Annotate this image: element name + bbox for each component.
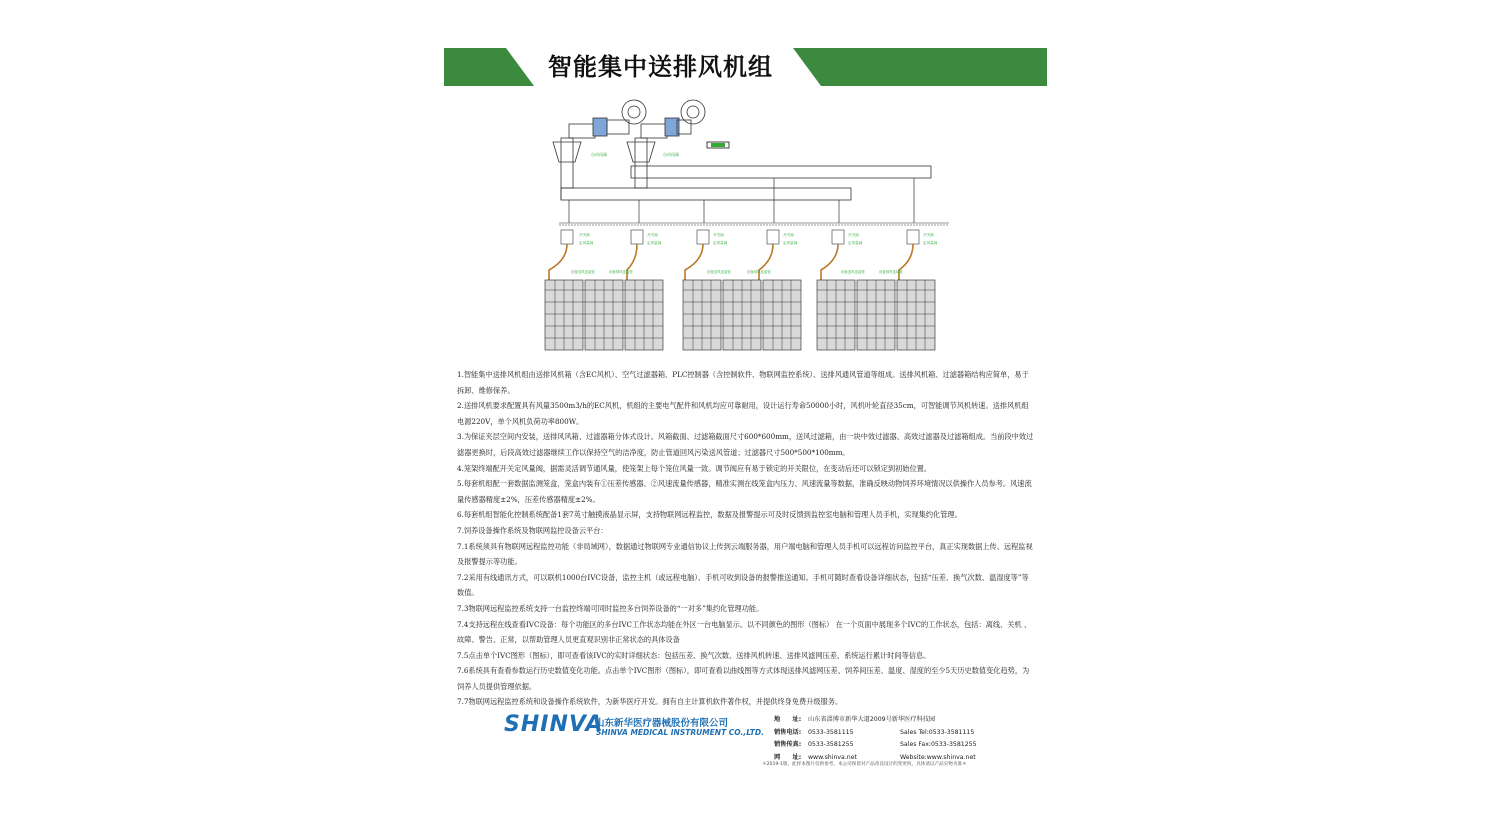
contact-info [774,714,1044,764]
logo-wordmark: SHINVA [504,712,604,737]
paragraph: 7.6系统具有查看参数运行历史数值变化功能。点击单个IVC图形（图标），即可查看以曲线图等方式体现送排风滤网压差、饲养间压差、温度、湿度的至少5天历史数值变化趋势，为饲养人员提供管理依据。 [457,666,1030,691]
paragraph: 5.每套机组配一套数据监测笼盒，笼盒内装有①压差传感器、②风速流量传感器，精准实测在线笼盒内压力、风速流量等数据，准确反映动物饲养环境情况以供操作人员参考。风速流量传感器精度±2%，压差传感器精度±2%。 [457,479,1032,504]
flow-valve-label: 定风量阀 [848,241,863,245]
contact-label: 网 址: [774,753,802,761]
paragraph: 7.3物联网远程监控系统支持一台监控终端可同时监控多台饲养设备的“一对多”集约化管理功能。 [457,603,764,613]
spec-text [457,367,1035,710]
contact-extra: Website:www.shinva.net [900,753,976,761]
supply-hose-label: 设备送风连接管 [841,270,865,274]
auto-valve-label-2: 自动风阀 [663,152,679,157]
fan-unit-1 [553,100,646,188]
switch-valve-label: 开关阀 [579,233,590,237]
distribution-rail [559,223,949,225]
contact-row-fax [774,739,1044,752]
company-name-cn: 山东新华医疗器械股份有限公司 [595,718,729,729]
header-band-right [793,48,1047,86]
supply-hose-label: 设备送风连接管 [707,270,731,274]
switch-valve-label: 开关阀 [713,233,724,237]
contact-row-tel [774,727,1044,740]
flow-valve-label: 定风量阀 [579,241,594,245]
company-name-en: SHINVA MEDICAL INSTRUMENT CO.,LTD. [596,728,764,737]
valve-group [561,230,938,245]
paragraph: 6.每套机组智能化控制系统配备1套7英寸触摸液晶显示屏，支持物联网远程监控，数据及报警提示可及时反馈到监控室电脑和管理人员手机，实现集约化管理。 [457,510,962,520]
company-logo [504,712,764,742]
main-duct [561,166,931,200]
switch-valve-label: 开关阀 [923,233,934,237]
flow-valve-label: 定风量阀 [923,241,938,245]
paragraph: 7.7物联网远程监控系统和设备操作系统软件，为新华医疗开发。拥有自主计算机软件著作权，并提供终身免费升级服务。 [457,697,843,707]
paragraph: 7.1系统须具有物联网远程监控功能（非局域网），数据通过物联网专业通信协议上传到云端服务器，用户端电脑和管理人员手机可以远程访问监控平台，真正实现数据上传、远程监视及报警提示等功能。 [457,541,1033,567]
flow-valve-label: 定风量阀 [783,241,798,245]
supply-hose-label: 设备送风连接管 [571,270,595,274]
paragraph: 7.5点击单个IVC图形（图标），即可查看该IVC的实时详细状态：包括压差、换气次数、送排风机转速、送排风滤网压差、系统运行累计时间等信息。 [457,650,931,660]
paragraph: 4.笼架终端配开关定风量阀，据需灵活调节通风量，使笼架上每个笼位风量一致。调节阀应有易于锁定的开关限位，在变动后还可以锁定到初始位置。 [457,463,932,473]
exhaust-hose-label: 设备排风连接管 [879,270,903,274]
contact-label: 地 址: [774,716,802,723]
paragraph: 7.4支持远程在线查看IVC设备：每个功能区的多台IVC工作状态均能在外区一台电脑显示。以不同颜色的图形（图标） 在一个页面中展现多个IVC的工作状态，包括：离线、关机 、故障、警告、正常，以帮助管理人员更直观识别非正常状态的具体设备 [457,619,1032,645]
paragraph: 7.饲养设备操作系统及物联网监控设备云平台： [457,525,608,535]
ventilation-system-diagram [539,90,959,358]
paragraph: 2.送排风机要求配置具有风量3500m3/h的EC风机，机组的主要电气配件和风机均应可靠耐用，设计运行寿命50000小时，风机叶轮直径35cm，可智能调节风机转速。送排风机组电源220V，单个风机负荷功率800W。 [457,401,1029,426]
contact-row-address [774,714,1044,727]
document-page [444,0,1047,813]
disclaimer-note: ＊2019-1版，此样本图片仅供参考，本公司保留对产品改良设计的变更权，具体请以产品实物为准＊ [762,762,967,767]
paragraph: 3.为保证夹层空间内安装，送排风风箱、过滤器箱分体式设计。风箱截面、过滤箱截面尺寸600*600mm，送风过滤箱，由一块中效过滤器、高效过滤器及过滤箱组成。当前段中效过滤器更换时，后段高效过滤器继续工作以保持空气的洁净度，防止管道回风污染送风管道；过滤器尺寸500*500*100mm。 [457,432,1034,457]
switch-valve-label: 开关阀 [848,233,859,237]
paragraph: 1.智能集中送排风机组由送排风机箱（含EC风机）、空气过滤器箱、PLC控制器（含控制软件、物联网监控系统）、送排风通风管道等组成。送排风机箱、过滤器箱结构应简单，易于拆卸、维修保养。 [457,370,1029,395]
contact-value: www.shinva.net [808,753,857,761]
header-band-left [444,48,534,86]
contact-label: 销售电话: [774,728,802,736]
contact-extra: Sales Tel:0533-3581115 [900,728,975,736]
switch-valve-label: 开关阀 [647,233,658,237]
contact-extra: Sales Fax:0533-3581255 [900,741,977,748]
flow-valve-label: 定风量阀 [647,241,662,245]
switch-valve-label: 开关阀 [783,233,794,237]
contact-value: 0533-3581255 [808,741,854,748]
auto-valve-label-1: 自动风阀 [591,152,607,157]
cage-racks [545,280,935,350]
duct-drops [569,178,914,223]
exhaust-hose-label: 设备排风连接管 [747,270,771,274]
contact-value: 山东省淄博市新华大道2009号新华医疗科技园 [808,716,936,723]
flow-valve-label: 定风量阀 [713,241,728,245]
exhaust-hose-label: 设备排风连接管 [609,270,633,274]
page-title: 智能集中送排风机组 [548,53,773,81]
connection-hoses [549,244,913,280]
paragraph: 7.2采用有线通讯方式，可以联机1000台IVC设备，监控主机（或远程电脑）、手机可收到设备的报警推送通知。手机可随时查看设备详细状态，包括“压差、换气次数、温湿度等”等数值。 [457,572,1029,598]
contact-label: 销售传真: [774,741,802,748]
contact-value: 0533-3581115 [808,728,854,736]
hose-labels [571,269,903,274]
